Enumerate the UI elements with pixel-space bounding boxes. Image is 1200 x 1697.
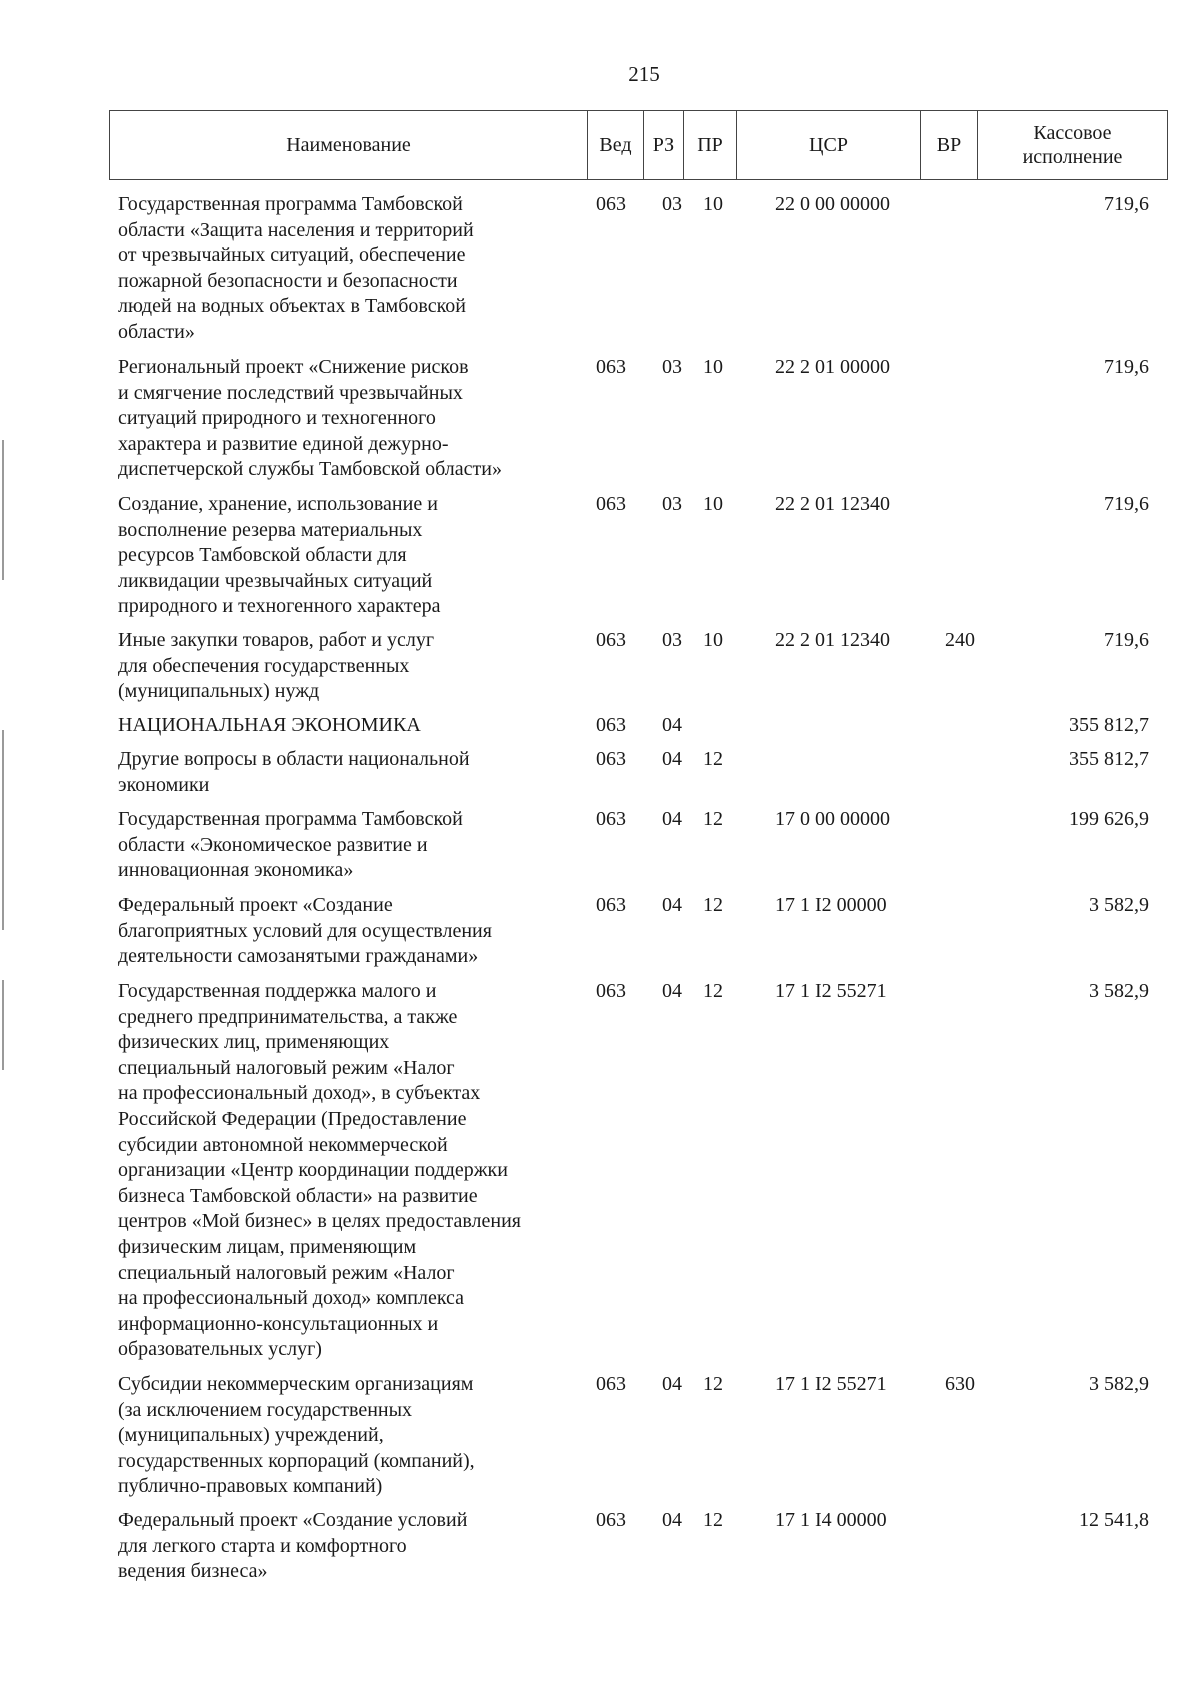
row-rz: 04 bbox=[662, 894, 682, 916]
row-pr: 12 bbox=[703, 808, 723, 830]
row-sum: 3 582,9 bbox=[1089, 1373, 1149, 1395]
scan-edge-mark bbox=[2, 440, 4, 580]
row-csr: 17 1 I4 00000 bbox=[775, 1509, 887, 1531]
row-pr: 10 bbox=[703, 356, 723, 378]
row-ved: 063 bbox=[596, 629, 626, 651]
row-sum: 199 626,9 bbox=[1069, 808, 1149, 830]
header-name: Наименование bbox=[110, 111, 588, 180]
row-csr: 22 0 00 00000 bbox=[775, 193, 890, 215]
row-csr: 17 1 I2 55271 bbox=[775, 1373, 887, 1395]
row-rz: 04 bbox=[662, 1373, 682, 1395]
row-sum: 355 812,7 bbox=[1069, 714, 1149, 736]
row-csr: 22 2 01 12340 bbox=[775, 493, 890, 515]
header-pr: ПР bbox=[684, 111, 737, 180]
header-csr: ЦСР bbox=[737, 111, 921, 180]
row-sum: 719,6 bbox=[1104, 493, 1149, 515]
row-csr: 17 0 00 00000 bbox=[775, 808, 890, 830]
row-name: Создание, хранение, использование и восполнение резерва материальных ресурсов Тамбовской области для ликвидации чрезвычайных ситуаций природного и техногенного характера bbox=[118, 493, 441, 618]
row-rz: 04 bbox=[662, 748, 682, 770]
scan-edge-mark bbox=[2, 730, 4, 930]
row-ved: 063 bbox=[596, 1373, 626, 1395]
row-rz: 03 bbox=[662, 493, 682, 515]
row-vr: 240 bbox=[945, 629, 975, 651]
row-rz: 04 bbox=[662, 1509, 682, 1531]
row-rz: 04 bbox=[662, 808, 682, 830]
row-name: Иные закупки товаров, работ и услуг для обеспечения государственных (муниципальных) нужд bbox=[118, 629, 435, 703]
row-rz: 03 bbox=[662, 193, 682, 215]
row-sum: 12 541,8 bbox=[1079, 1509, 1149, 1531]
row-name: Государственная программа Тамбовской области «Защита населения и территорий от чрезвычайных ситуаций, обеспечение пожарной безопасности и безопасности людей на водных объектах в Тамбовской области» bbox=[118, 193, 474, 343]
row-ved: 063 bbox=[596, 356, 626, 378]
row-pr: 12 bbox=[703, 1373, 723, 1395]
row-csr: 22 2 01 12340 bbox=[775, 629, 890, 651]
row-ved: 063 bbox=[596, 748, 626, 770]
scan-edge-mark bbox=[2, 980, 4, 1070]
row-ved: 063 bbox=[596, 193, 626, 215]
row-ved: 063 bbox=[596, 714, 626, 736]
row-rz: 03 bbox=[662, 629, 682, 651]
header-sum: Кассовое исполнение bbox=[978, 111, 1168, 180]
row-pr: 12 bbox=[703, 1509, 723, 1531]
row-sum: 719,6 bbox=[1104, 193, 1149, 215]
row-sum: 355 812,7 bbox=[1069, 748, 1149, 770]
header-ved: Вед bbox=[588, 111, 644, 180]
row-sum: 3 582,9 bbox=[1089, 894, 1149, 916]
row-ved: 063 bbox=[596, 808, 626, 830]
row-rz: 03 bbox=[662, 356, 682, 378]
header-rz: РЗ bbox=[644, 111, 684, 180]
row-pr: 10 bbox=[703, 493, 723, 515]
row-csr: 17 1 I2 00000 bbox=[775, 894, 887, 916]
row-ved: 063 bbox=[596, 894, 626, 916]
row-pr: 10 bbox=[703, 193, 723, 215]
row-name: Другие вопросы в области национальной экономики bbox=[118, 748, 470, 796]
row-name: Федеральный проект «Создание условий для легкого старта и комфортного ведения бизнеса» bbox=[118, 1509, 468, 1583]
row-vr: 630 bbox=[945, 1373, 975, 1395]
header-vr: ВР bbox=[921, 111, 978, 180]
row-ved: 063 bbox=[596, 980, 626, 1002]
page-number: 215 bbox=[628, 62, 660, 86]
row-name: Государственная программа Тамбовской области «Экономическое развитие и инновационная экономика» bbox=[118, 808, 463, 882]
row-csr: 17 1 I2 55271 bbox=[775, 980, 887, 1002]
row-pr: 10 bbox=[703, 629, 723, 651]
row-rz: 04 bbox=[662, 980, 682, 1002]
row-ved: 063 bbox=[596, 1509, 626, 1531]
row-name: Региональный проект «Снижение рисков и смягчение последствий чрезвычайных ситуаций природного и техногенного характера и развитие единой дежурно- диспетчерской службы Тамбовской области» bbox=[118, 356, 502, 481]
row-name: Государственная поддержка малого и среднего предпринимательства, а также физических лиц, применяющих специальный налоговый режим «Налог на профессиональный доход», в субъектах Российской Федерации (Предоставление субсидии автономной некоммерческой организации «Центр координации поддержки бизнеса Тамбовской области» на развитие центров «Мой бизнес» в целях предоставления физическим лицам, применяющим специальный налоговый режим «Налог на профессиональный доход» комплекса информационно-консультационных и образовательных услуг) bbox=[118, 980, 522, 1361]
row-pr: 12 bbox=[703, 748, 723, 770]
row-csr: 22 2 01 00000 bbox=[775, 356, 890, 378]
row-sum: 719,6 bbox=[1104, 356, 1149, 378]
row-name: Субсидии некоммерческим организациям (за исключением государственных (муниципальных) учреждений, государственных корпораций (компаний), публично-правовых компаний) bbox=[118, 1373, 475, 1498]
row-name: Федеральный проект «Создание благоприятных условий для осуществления деятельности самозанятыми гражданами» bbox=[118, 894, 492, 968]
row-sum: 719,6 bbox=[1104, 629, 1149, 651]
row-pr: 12 bbox=[703, 980, 723, 1002]
row-pr: 12 bbox=[703, 894, 723, 916]
row-rz: 04 bbox=[662, 714, 682, 736]
row-name: НАЦИОНАЛЬНАЯ ЭКОНОМИКА bbox=[118, 714, 421, 736]
row-ved: 063 bbox=[596, 493, 626, 515]
row-sum: 3 582,9 bbox=[1089, 980, 1149, 1002]
